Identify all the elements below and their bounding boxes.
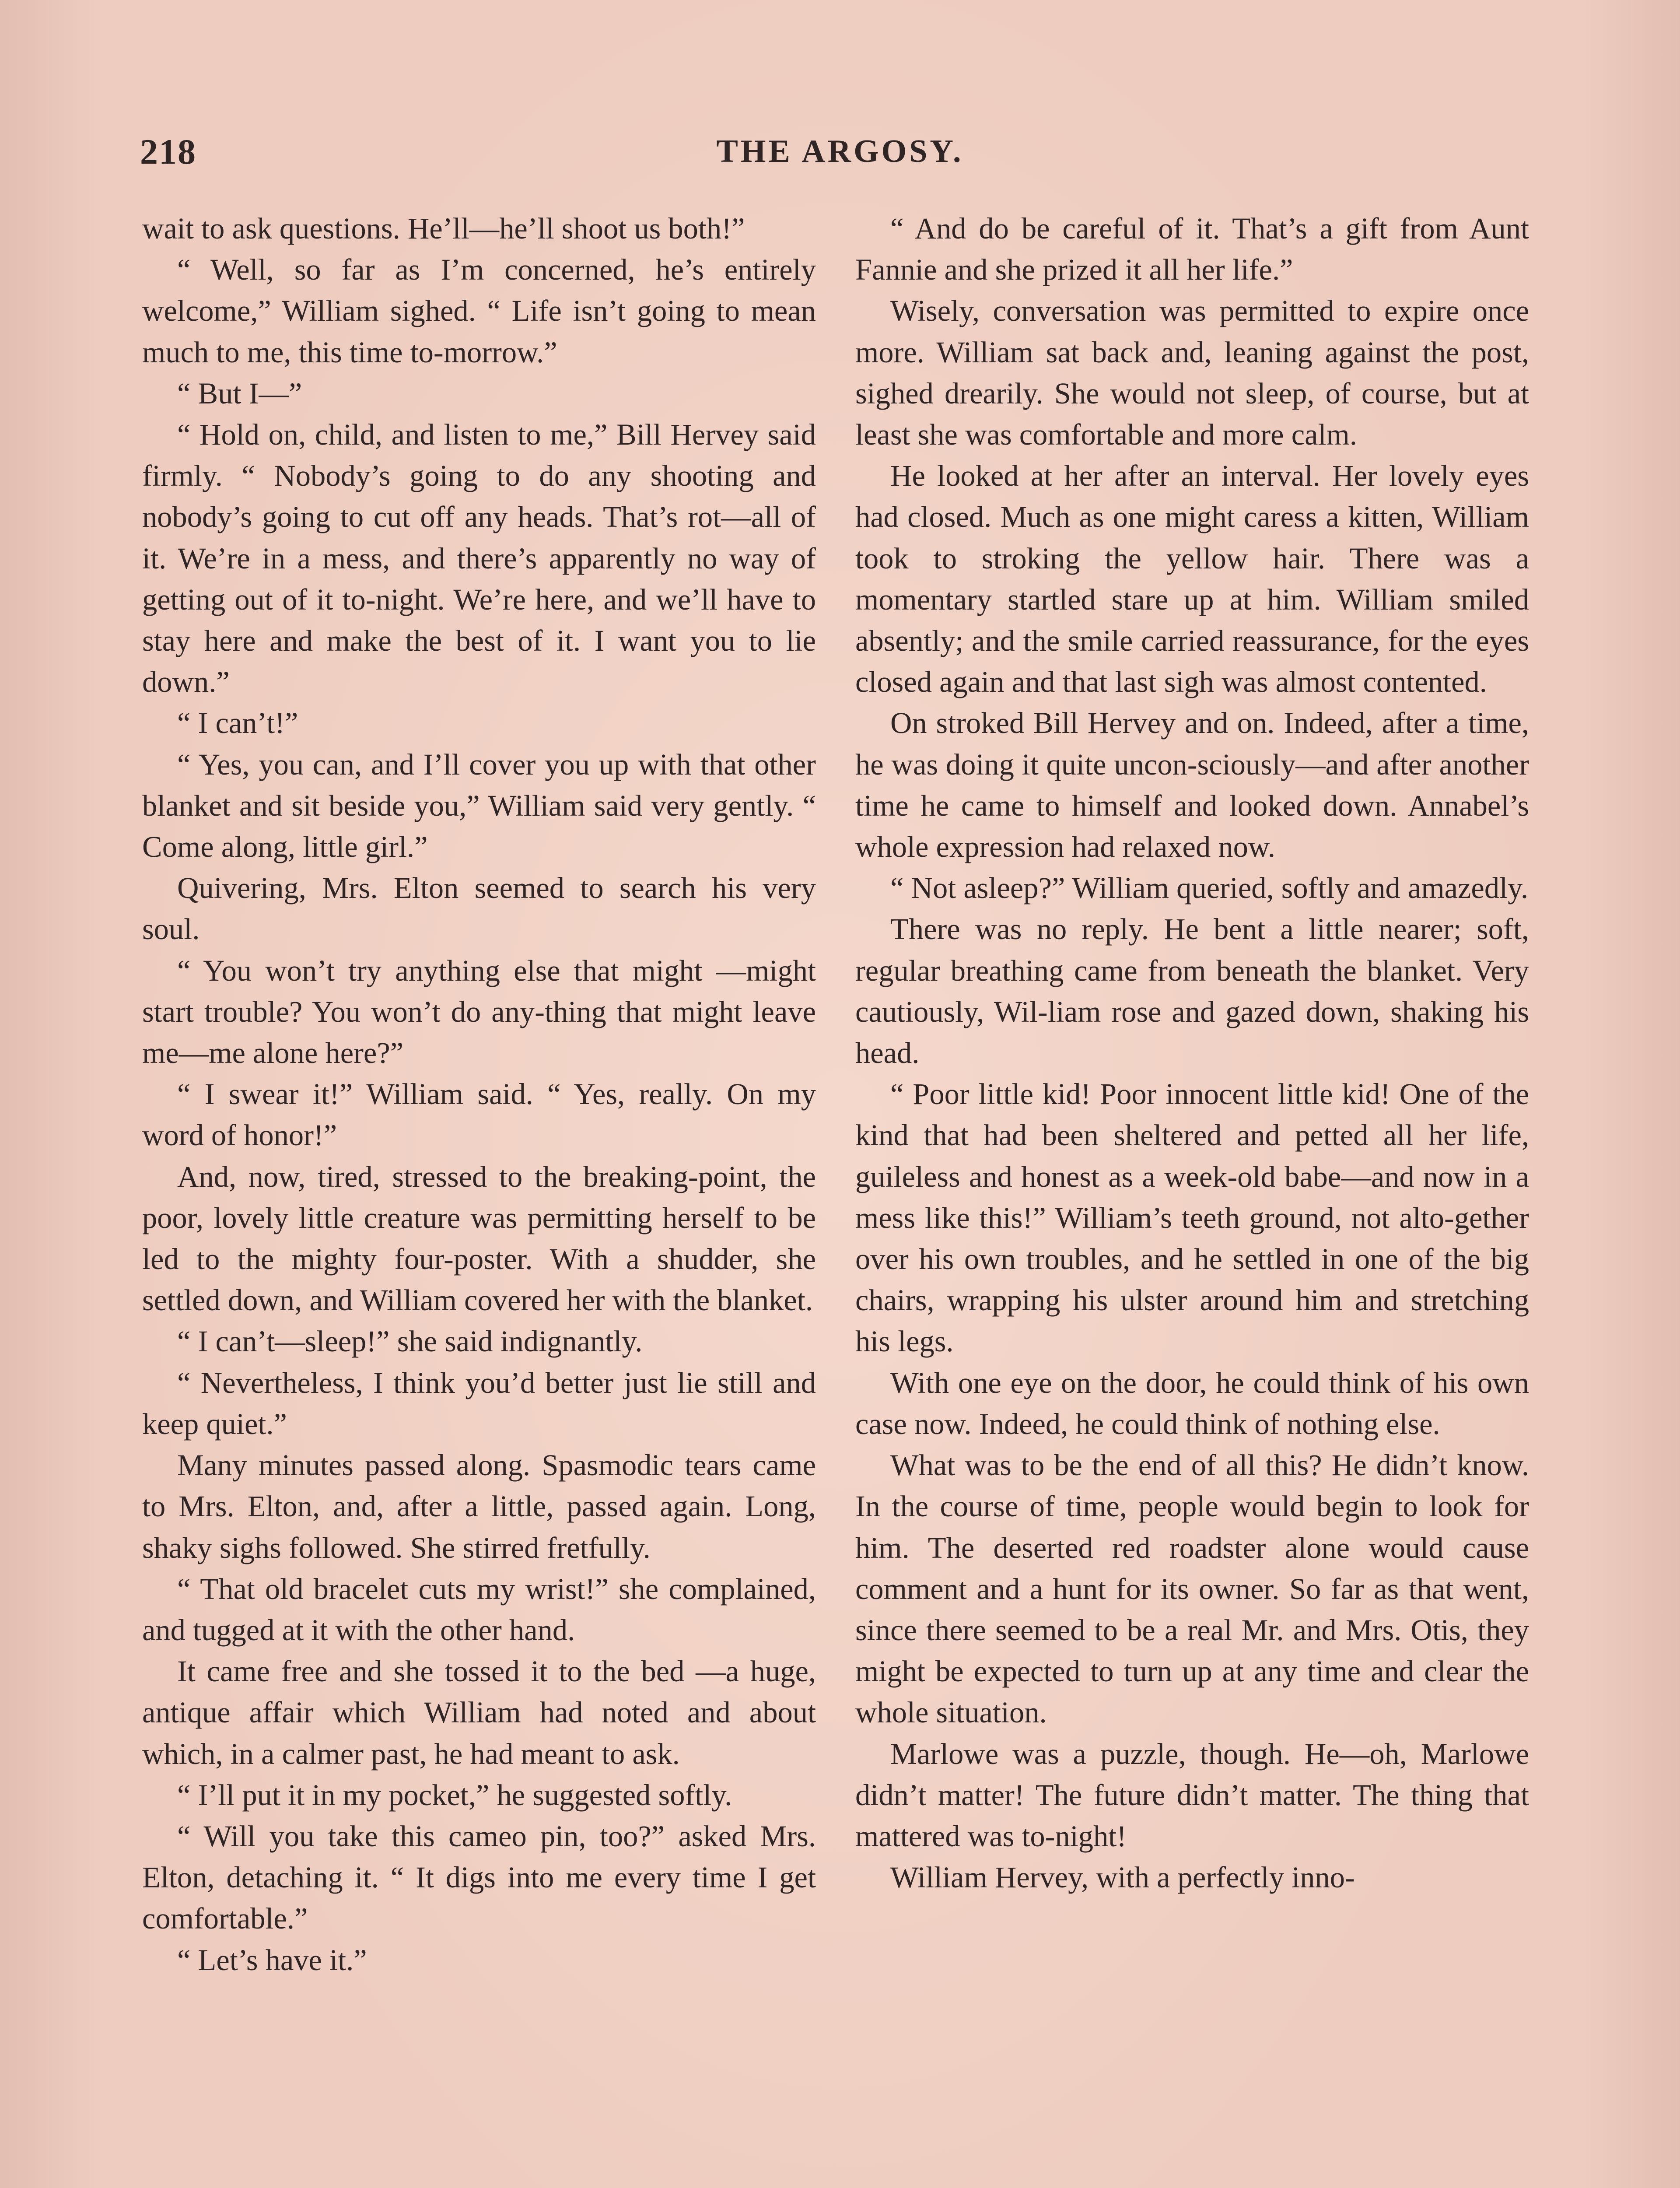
paragraph: “ I swear it!” William said. “ Yes, really. On my word of honor!” <box>142 1077 816 1152</box>
paragraph: “ But I—” <box>177 376 302 410</box>
paragraph: What was to be the end of all this? He didn’t know. In the course of time, people would begin to look for him. The deserted red roadster alone would cause comment and a hunt for its owner. So far as that went, since there seemed to be a real Mr. and Mrs. Otis, they might be expected to turn up at any time and clear the whole situation. <box>855 1448 1529 1729</box>
paragraph: wait to ask questions. He’ll—he’ll shoot us both!” <box>142 212 745 245</box>
paragraph: Many minutes passed along. Spasmodic tears came to Mrs. Elton, and, after a little, passed again. Long, shaky sighs followed. She stirred fretfully. <box>142 1448 816 1564</box>
paragraph: “ Well, so far as I’m concerned, he’s entirely welcome,” William sighed. “ Life isn’t going to mean much to me, this time to-morrow.” <box>142 253 816 369</box>
paragraph: With one eye on the door, he could think of his own case now. Indeed, he could think of nothing else. <box>855 1366 1529 1441</box>
paragraph: “ You won’t try anything else that might —might start trouble? You won’t do any-thing that might leave me—me alone here?” <box>142 954 816 1070</box>
paragraph: William Hervey, with a perfectly inno- <box>890 1861 1355 1894</box>
paragraph: Wisely, conversation was permitted to expire once more. William sat back and, leaning against the post, sighed drearily. She would not sleep, of course, but at least she was comfortable and more calm. <box>855 294 1529 452</box>
page-number: 218 <box>140 132 196 172</box>
paragraph: Quivering, Mrs. Elton seemed to search his very soul. <box>142 871 816 946</box>
paragraph: “ Not asleep?” William queried, softly and amazedly. <box>890 871 1529 905</box>
paragraph: “ I can’t—sleep!” she said indignantly. <box>177 1325 643 1358</box>
paragraph: “ Poor little kid! Poor innocent little kid! One of the kind that had been sheltered and petted all her life, guileless and honest as a week-old babe—and now in a mess like this!” William’s teeth ground, not alto-gether over his own troubles, and he settled in one of the big chairs, wrapping his ulster around him and stretching his legs. <box>855 1077 1529 1358</box>
paragraph: There was no reply. He bent a little nearer; soft, regular breathing came from beneath the blanket. Very cautiously, Wil-liam rose and gazed down, shaking his head. <box>855 912 1529 1070</box>
paragraph: “ I can’t!” <box>177 706 298 740</box>
paragraph: “ Will you take this cameo pin, too?” asked Mrs. Elton, detaching it. “ It digs into me every time I get comfortable.” <box>142 1819 816 1936</box>
paragraph: “ Let’s have it.” <box>177 1943 367 1977</box>
right-text-column <box>855 208 1529 1898</box>
paragraph: And, now, tired, stressed to the breaking-point, the poor, lovely little creature was permitting herself to be led to the mighty four-poster. With a shudder, she settled down, and William covered her with the blanket. <box>142 1160 816 1317</box>
paragraph: He looked at her after an interval. Her lovely eyes had closed. Much as one might caress a kitten, William took to stroking the yellow hair. There was a momentary startled stare up at him. William smiled absently; and the smile carried reassurance, for the eyes closed again and that last sigh was almost contented. <box>855 459 1529 699</box>
running-title: THE ARGOSY. <box>716 133 964 169</box>
paragraph: “ Yes, you can, and I’ll cover you up with that other blanket and sit beside you,” William said very gently. “ Come along, little girl.” <box>142 747 816 864</box>
paragraph: “ And do be careful of it. That’s a gift from Aunt Fannie and she prized it all her life.” <box>855 212 1529 287</box>
paragraph: Marlowe was a puzzle, though. He—oh, Marlowe didn’t matter! The future didn’t matter. The thing that mattered was to-night! <box>855 1737 1529 1853</box>
paragraph: “ Nevertheless, I think you’d better just lie still and keep quiet.” <box>142 1366 816 1441</box>
paragraph: It came free and she tossed it to the bed —a huge, antique affair which William had noted and about which, in a calmer past, he had meant to ask. <box>142 1655 816 1771</box>
paragraph: On stroked Bill Hervey and on. Indeed, after a time, he was doing it quite uncon-sciously—and after another time he came to himself and looked down. Annabel’s whole expression had relaxed now. <box>855 706 1529 864</box>
paragraph: “ I’ll put it in my pocket,” he suggested softly. <box>177 1778 732 1812</box>
paragraph: “ Hold on, child, and listen to me,” Bill Hervey said firmly. “ Nobody’s going to do any shooting and nobody’s going to cut off any heads. That’s rot—all of it. We’re in a mess, and there’s apparently no way of getting out of it to-night. We’re here, and we’ll have to stay here and make the best of it. I want you to lie down.” <box>142 418 816 699</box>
paragraph: “ That old bracelet cuts my wrist!” she complained, and tugged at it with the other hand. <box>142 1572 816 1647</box>
left-text-column <box>142 208 816 1981</box>
page-header <box>140 131 1540 184</box>
